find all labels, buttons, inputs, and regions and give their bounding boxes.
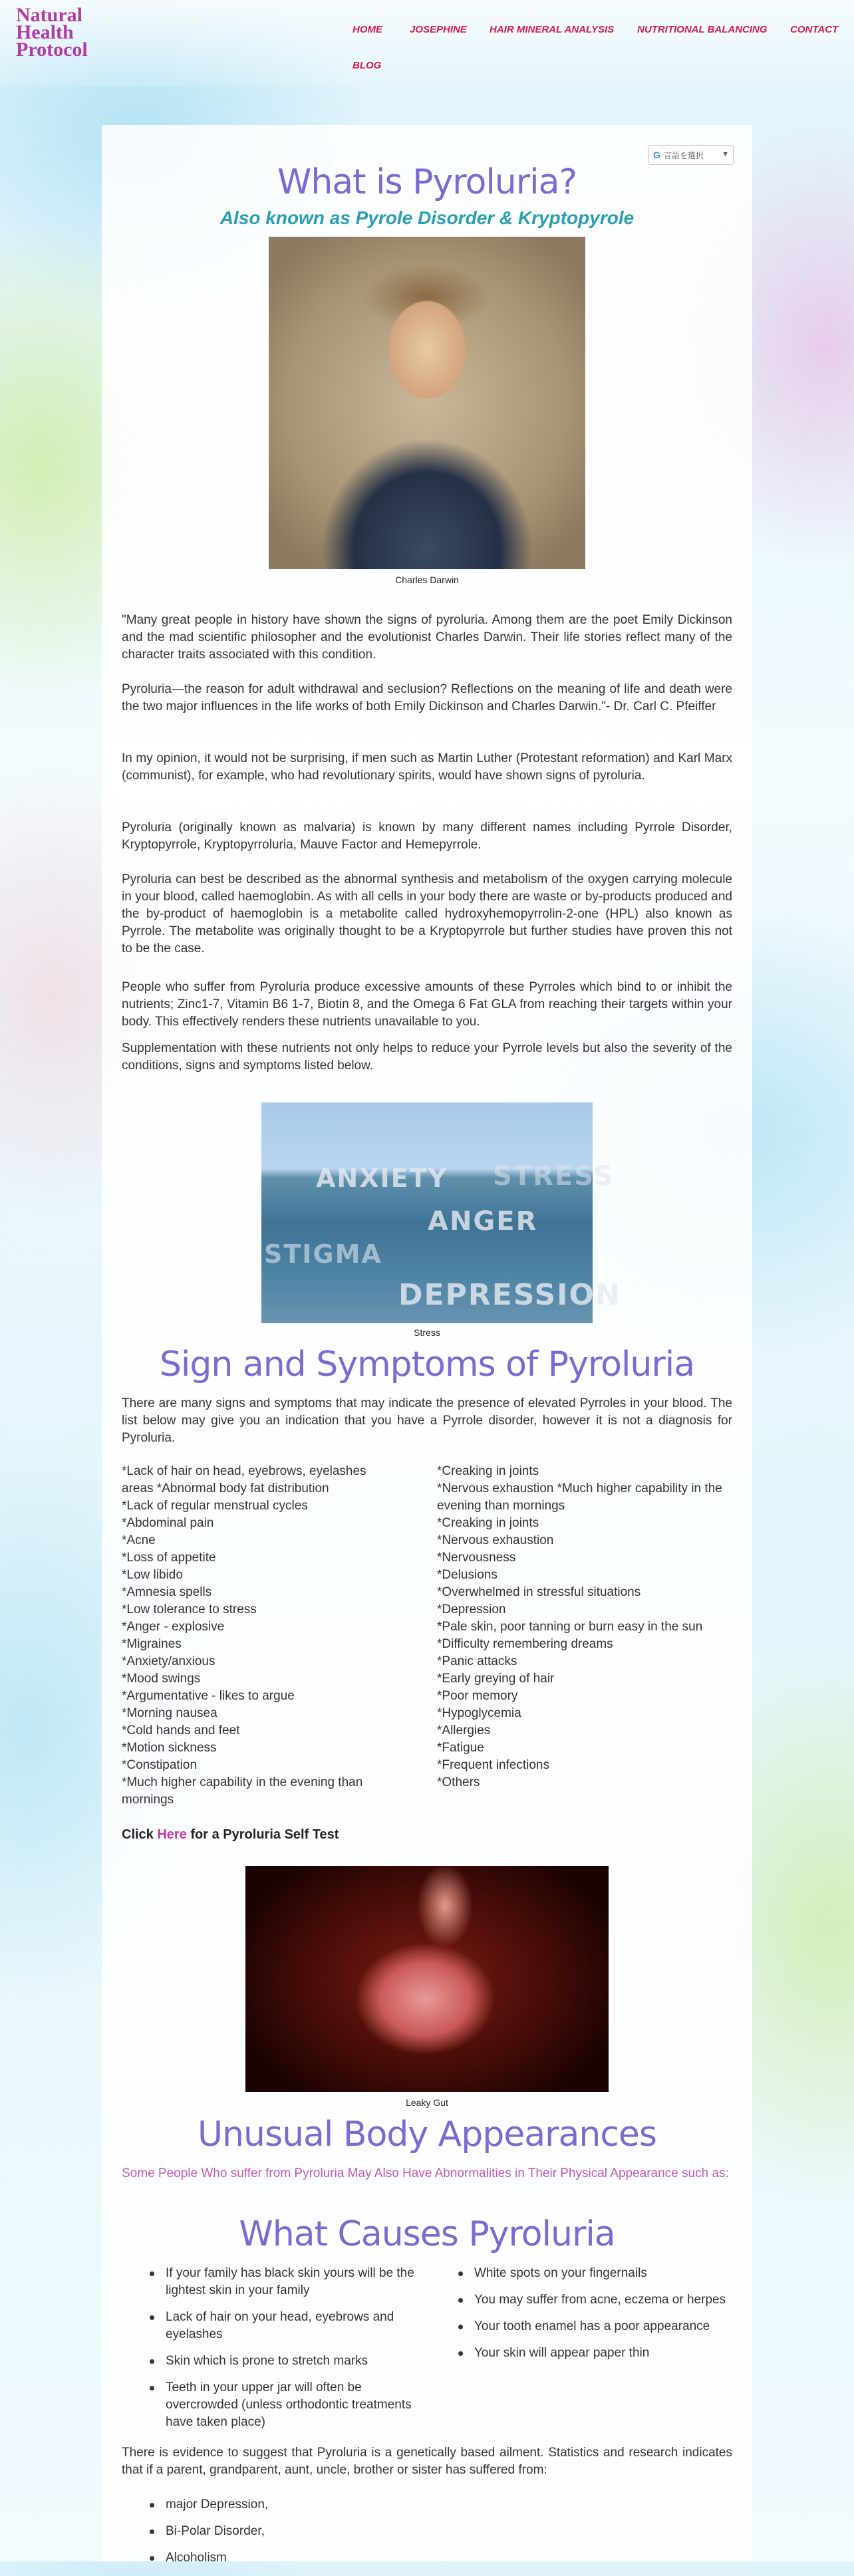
symptom-item: *Others [437, 1775, 480, 1789]
symptom-item: *Argumentative - likes to argue [122, 1689, 295, 1703]
site-logo[interactable]: Natural Health Protocol [16, 4, 88, 61]
nutrients-paragraph: People who suffer from Pyroluria produce excessive amounts of these Pyrroles which bind to or inhibit the nutrients; Zinc1-7, Vitamin B6 1-7, Biotin 8, and the Omega 6 Fat GLA from reaching their targets within your body. This effectively renders these nutrients unavailable to you. [122, 980, 732, 1029]
portrait-caption: Charles Darwin [395, 575, 459, 585]
symptom-item: *Mood swings [122, 1672, 201, 1686]
nav-hair-mineral-analysis[interactable]: HAIR MINERAL ANALYSIS [490, 24, 615, 35]
page-title: What is Pyroluria? [277, 162, 577, 202]
symptoms-left-column [122, 1463, 401, 1809]
stress-word-anxiety: ANXIETY [316, 1164, 448, 1193]
appearance-item: If your family has black skin yours will be the lightest skin in your family [142, 2265, 434, 2299]
causes-list [142, 2496, 732, 2576]
stress-word-stigma: STIGMA [264, 1239, 382, 1269]
names-paragraph: Pyroluria (originally known as malvaria) is known by many different names including Pyrrole Disorder, Kryptopyrrole, Kryptopyrroluria, Mauve Factor and Hemepyrrole. [122, 821, 732, 852]
symptom-item: *Overwhelmed in stressful situations [437, 1585, 641, 1599]
appearance-item: Skin which is prone to stretch marks [142, 2353, 434, 2370]
symptom-item: *Cold hands and feet [122, 1724, 240, 1738]
symptom-item: *Lack of regular menstrual cycles [122, 1499, 308, 1513]
appearance-left-list [142, 2265, 434, 2440]
self-test-link[interactable]: Here [157, 1827, 187, 1842]
symptom-item: *Nervous exhaustion *Much higher capability in the evening than mornings [437, 1481, 722, 1513]
symptom-item: *Panic attacks [437, 1654, 517, 1668]
symptom-item: *Loss of appetite [122, 1551, 216, 1565]
appearance-lede: Some People Who suffer from Pyroluria May Also Have Abnormalities in Their Physical Appearance such as: [122, 2166, 729, 2180]
appearance-heading: Unusual Body Appearances [198, 2115, 656, 2154]
leaky-gut-image [245, 1866, 609, 2092]
symptom-item: *Difficulty remembering dreams [437, 1637, 613, 1651]
site-header [0, 0, 854, 86]
symptom-item: *Creaking in joints [437, 1516, 539, 1530]
gut-caption: Leaky Gut [406, 2097, 448, 2108]
cause-item: Bi-Polar Disorder, [142, 2523, 732, 2540]
symptom-item: *Abdominal pain [122, 1516, 214, 1530]
cause-item: Alcoholism [142, 2549, 732, 2567]
symptom-item: *Nervousness [437, 1551, 516, 1565]
symptom-item: *Frequent infections [437, 1758, 549, 1772]
charles-darwin-portrait [269, 237, 585, 569]
symptom-item: *Low libido [122, 1568, 183, 1582]
symptom-item: *Early greying of hair [437, 1672, 555, 1686]
appearance-item: White spots on your fingernails [450, 2265, 732, 2282]
symptom-item: *Fatigue [437, 1741, 484, 1755]
symptom-item: *Amnesia spells [122, 1585, 212, 1599]
symptom-item: *Hypoglycemia [437, 1706, 521, 1720]
google-g-icon: G [653, 150, 660, 160]
nav-contact[interactable]: CONTACT [790, 24, 839, 35]
stress-image [261, 1102, 621, 1323]
symptom-item: *Nervous exhaustion [437, 1533, 554, 1547]
language-select[interactable]: G 言語を選択 ▼ [648, 145, 734, 165]
withdrawal-paragraph: Pyroluria—the reason for adult withdrawal and seclusion? Reflections on the meaning of life and death were the two major influences in the life works of both Emily Dickinson and Charles Darwin."- Dr. Carl C. Pfeiffer [122, 682, 732, 713]
symptom-item: *Acne [122, 1533, 156, 1547]
symptom-item: *Migraines [122, 1637, 182, 1651]
description-paragraph: Pyroluria can best be described as the abnormal synthesis and metabolism of the oxygen carrying molecule in your blood, called haemoglobin. As with all cells in your body there are waste or by-products produced and the by-product of haemoglobin is a metabolite called hydroxyhemopyrrolin-2-one (HPL) also known as Pyrrole. The metabolite was originally thought to be a Kryptopyrrole but further studies have proven this not to be the case. [122, 872, 732, 956]
stress-caption: Stress [414, 1327, 440, 1338]
nav-blog[interactable]: BLOG [353, 60, 382, 71]
stress-word-stress: STRESS [493, 1161, 615, 1192]
page-subtitle: Also known as Pyrole Disorder & Kryptopyrole [219, 207, 635, 228]
symptom-item: *Constipation [122, 1758, 198, 1772]
appearance-item: You may suffer from acne, eczema or herpes [450, 2291, 732, 2309]
appearance-item: Your tooth enamel has a poor appearance [450, 2318, 732, 2335]
appearance-item: Lack of hair on your head, eyebrows and eyelashes [142, 2309, 434, 2343]
nav-nutritional-balancing[interactable]: NUTRITIONAL BALANCING [637, 24, 768, 35]
symptom-item: *Anger - explosive [122, 1620, 225, 1634]
symptom-item: *Depression [437, 1603, 506, 1616]
symptom-item: *Motion sickness [122, 1741, 217, 1755]
symptom-item: *Allergies [437, 1724, 491, 1738]
supplementation-paragraph: Supplementation with these nutrients not only helps to reduce your Pyrrole levels but also the severity of the conditions, signs and symptoms listed below. [122, 1041, 732, 1073]
symptoms-intro: There are many signs and symptoms that may indicate the presence of elevated Pyrroles in your blood. The list below may give you an indication that you have a Pyrrole disorder, however it is not a diagnosis for Pyroluria. [122, 1396, 732, 1445]
opinion-paragraph: In my opinion, it would not be surprising, if men such as Martin Luther (Protestant reformation) and Karl Marx (communist), for example, who had revolutionary spirits, would have shown signs of pyroluria. [122, 751, 732, 783]
stress-word-depression: DEPRESSION [398, 1278, 621, 1312]
symptom-item: *Much higher capability in the evening than mornings [122, 1775, 363, 1807]
nav-josephine[interactable]: JOSEPHINE [410, 24, 467, 35]
symptom-item: *Lack of hair on head, eyebrows, eyelashes areas *Abnormal body fat distribution [122, 1464, 366, 1495]
causes-heading: What Causes Pyroluria [239, 2214, 615, 2254]
appearance-item: Your skin will appear paper thin [450, 2345, 732, 2362]
symptom-item: *Low tolerance to stress [122, 1603, 257, 1616]
appearance-item: Teeth in your upper jar will often be overcrowded (unless orthodontic treatments have taken place) [142, 2379, 434, 2431]
content-panel [102, 125, 752, 2565]
symptom-item: *Creaking in joints [437, 1464, 539, 1478]
causes-intro: There is evidence to suggest that Pyroluria is a genetically based ailment. Statistics and research indicates that if a parent, grandparent, aunt, uncle, brother or sister has suffered from: [122, 2446, 732, 2477]
symptom-item: *Delusions [437, 1568, 498, 1582]
symptoms-right-column [437, 1463, 732, 1791]
symptom-item: *Anxiety/anxious [122, 1654, 215, 1668]
stress-word-anger: ANGER [428, 1206, 538, 1237]
chevron-down-icon: ▼ [722, 150, 729, 158]
appearance-right-list [450, 2265, 732, 2371]
symptom-item: *Morning nausea [122, 1706, 217, 1720]
symptom-item: *Poor memory [437, 1689, 518, 1703]
self-test-line: Click Here for a Pyroluria Self Test [122, 1827, 339, 1842]
cause-item: major Depression, [142, 2496, 732, 2513]
nav-home[interactable]: HOME [353, 24, 382, 35]
symptom-item: *Pale skin, poor tanning or burn easy in the sun [437, 1620, 703, 1634]
intro-paragraph: "Many great people in history have shown the signs of pyroluria. Among them are the poet Emily Dickinson and the mad scientific philosopher and the evolutionist Charles Darwin. Their life stories reflect many of the character traits associated with this condition. [122, 613, 732, 662]
symptoms-heading: Sign and Symptoms of Pyroluria [159, 1345, 695, 1384]
